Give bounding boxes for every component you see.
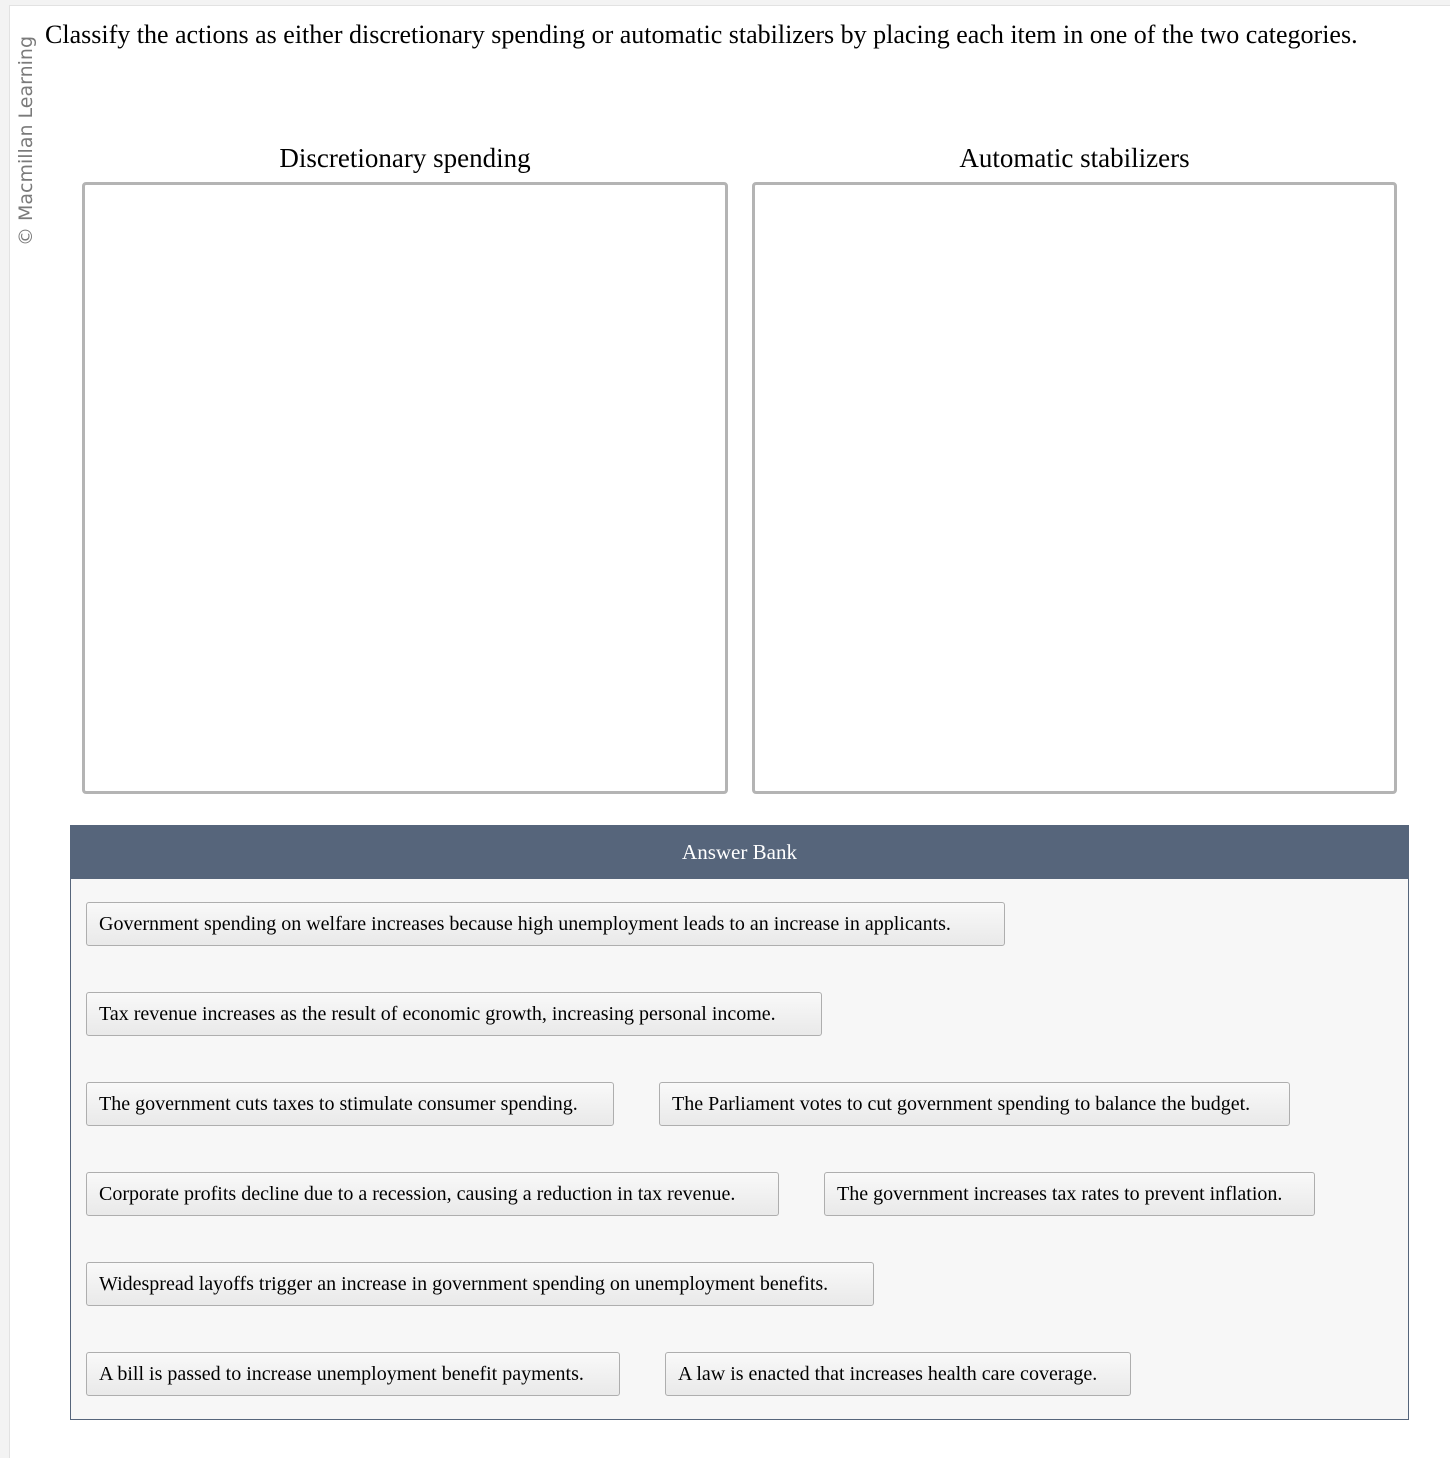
answer-chip-welfare-spending[interactable]: Government spending on welfare increases because high unemployment leads to an increase in applicants. (86, 902, 1005, 946)
category-label-automatic: Automatic stabilizers (959, 143, 1190, 173)
answer-chip-parliament-spending-cut[interactable]: The Parliament votes to cut government spending to balance the budget. (659, 1082, 1290, 1126)
drop-zone-automatic-stabilizers[interactable] (752, 182, 1397, 794)
answer-chip-tax-cut[interactable]: The government cuts taxes to stimulate consumer spending. (86, 1082, 614, 1126)
answer-chip-tax-rate-increase[interactable]: The government increases tax rates to prevent inflation. (824, 1172, 1315, 1216)
question-text: Classify the actions as either discretionary spending or automatic stabilizers by placing each item in one of the two categories. (45, 20, 1358, 49)
answer-bank-header: Answer Bank (71, 826, 1408, 879)
answer-chip-layoffs-unemployment-benefits[interactable]: Widespread layoffs trigger an increase in government spending on unemployment benefits. (86, 1262, 874, 1306)
answer-bank[interactable] (70, 825, 1409, 1420)
copyright-watermark: © Macmillan Learning (15, 35, 37, 247)
answer-chip-health-care-law[interactable]: A law is enacted that increases health care coverage. (665, 1352, 1131, 1396)
answer-chip-bill-unemployment-payments[interactable]: A bill is passed to increase unemployment benefit payments. (86, 1352, 620, 1396)
drop-zone-discretionary-spending[interactable] (82, 182, 728, 794)
answer-chip-tax-revenue-growth[interactable]: Tax revenue increases as the result of economic growth, increasing personal income. (86, 992, 822, 1036)
category-label-discretionary: Discretionary spending (279, 143, 531, 173)
answer-chip-corporate-profits-decline[interactable]: Corporate profits decline due to a recession, causing a reduction in tax revenue. (86, 1172, 779, 1216)
